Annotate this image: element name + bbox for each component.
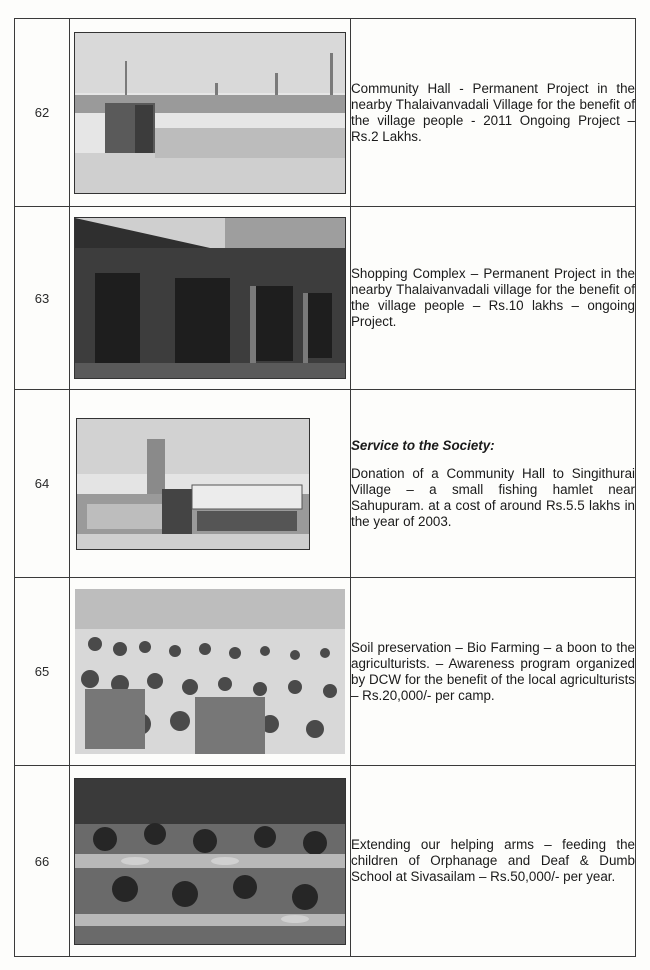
row-number: 62 (15, 19, 70, 207)
community-hall-construction-photo (74, 32, 346, 194)
table-row (15, 578, 636, 766)
table-row (15, 390, 636, 578)
row-number: 66 (15, 766, 70, 957)
farmers-awareness-camp-photo (75, 589, 345, 754)
row-number: 63 (15, 207, 70, 390)
donated-community-hall-photo (76, 418, 310, 550)
projects-table (14, 18, 636, 957)
row-number: 64 (15, 390, 70, 578)
children-feeding-photo (74, 778, 346, 945)
row-description: Soil preservation – Bio Farming – a boon to the agriculturists. – Awareness program organized by DCW for the benefit of the local agriculturists – Rs.20,000/- per camp. (351, 578, 636, 766)
row-description: Community Hall - Permanent Project in the nearby Thalaivanvadali Village for the benefit of the village people - 2011 Ongoing Project – Rs.2 Lakhs. (351, 19, 636, 207)
row-description: Extending our helping arms – feeding the children of Orphanage and Deaf & Dumb School at Sivasailam – Rs.50,000/- per year. (351, 766, 636, 957)
row-number: 65 (15, 578, 70, 766)
shopping-complex-photo (74, 217, 346, 379)
table-row (15, 19, 636, 207)
table-row (15, 207, 636, 390)
table-row (15, 766, 636, 957)
row-description: Donation of a Community Hall to Singithurai Village – a small fishing hamlet near Sahupuram. at a cost of around Rs.5.5 lakhs in the year of 2003. (351, 465, 635, 529)
row-description: Shopping Complex – Permanent Project in the nearby Thalaivanvadali village for the benefit of the village people – Rs.10 lakhs – ongoing Project. (351, 207, 636, 390)
section-heading: Service to the Society: (351, 437, 495, 453)
